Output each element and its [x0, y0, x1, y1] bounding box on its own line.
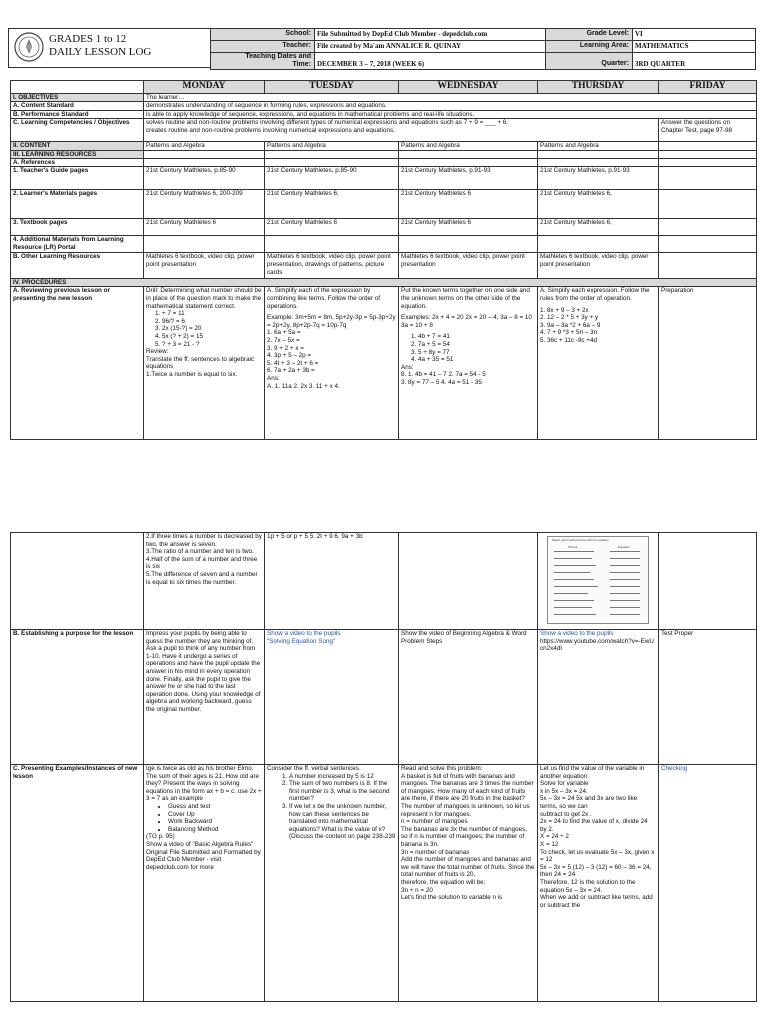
day-wednesday: WEDNESDAY	[399, 81, 538, 94]
tb-label: 3. Textbook pages	[11, 219, 144, 236]
content-fri	[659, 142, 757, 151]
grade-label: Grade Level:	[546, 29, 633, 41]
procedure-b-mon: Impress your pupils by being able to guess the number they are thinking of. Ask a pupil to think of any number from 1-10. Have it undergo a series of operations and have the pupil update the answer in his mind in every operation done. Finally, ask the pupil to give the answer he or she had to the last operation done. Using your knowledge of algebra and working backward, guess the original number.	[144, 630, 265, 765]
video-link[interactable]: https://www.youtube.com/watch?v=-EwUcn2x4dI	[540, 637, 654, 653]
area-label: Learning Area:	[546, 41, 633, 53]
day-tuesday: TUESDAY	[265, 81, 399, 94]
competency-friday: Answer the questions on Chapter Test, page 97-98	[659, 119, 757, 142]
procedure-b-thu: Show a video to the pupils https://www.youtube.com/watch?v=-EwUcn2x4dI	[538, 630, 659, 765]
dates-label: Teaching Dates and Time:	[211, 53, 315, 70]
dates-value: DECEMBER 3 – 7, 2018 (WEEK 6)	[315, 53, 546, 70]
other-fri	[659, 253, 757, 279]
tb-thu: 21st Century Mathletes 6,	[538, 219, 659, 236]
quarter-value: 3RD QUARTER	[633, 53, 756, 70]
teacher-label: Teacher:	[211, 41, 315, 53]
quarter-label: Quarter:	[546, 53, 633, 70]
procedure-a-wed: Put the known terms together on one side and the unknown terms on the other side of the equation. Examples: 2x + 4 = 20 2x = 20 – 4, 3a – 8 = 10 3a = 10 + 8 1. 4b + 7 = 41 2. 7a + 5 = 54 3. 5 + 8y = 77 4. 4a + 35 = 51 Ans: 8. 1. 4b = 41 – 7 2. 7a = 54 - 5 3. 8y = 77 – 5 4. 4a = 51 - 35	[399, 287, 538, 440]
grade-value: VI	[633, 29, 756, 41]
worksheet-thumbnail: Match each verbal phrase with its equation Phrase Equation	[538, 533, 659, 630]
teacher-value: File created by Ma'am ANNALICE R. QUINAY	[315, 41, 546, 53]
tg-thu: 21st Century Mathletes, p.91-93	[538, 167, 659, 190]
procedure-b-wed: Show the video of Beginning Algebra & Word Problem Steps	[399, 630, 538, 765]
lm-thu: 21st Century Mathletes 6,	[538, 190, 659, 219]
procedure-a-thu: A. Simplify each expression. Follow the rules from the order of operation. 1. 8x + 9 – 3 + 2x 2. 12 – 2 * 5 + 3y + y 3. 9a – 3a *2 + 6a – 9 4. 7 + 9 *3 + 5n – 3n 5. 36c + 11c -9c +4d	[538, 287, 659, 440]
procedure-b-tue: Show a video to the pupils "Solving Equation Song"	[265, 630, 399, 765]
title-line-2: DAILY LESSON LOG	[49, 46, 152, 58]
other-thu: Mathletes 6 textbook, video clip, power point presentation	[538, 253, 659, 279]
lm-label: 2. Learner's Materials pages	[11, 190, 144, 219]
content-tue: Patterns and Algebra	[265, 142, 399, 151]
procedure-c-wed: Read and solve this problem: A basket is full of fruits with bananas and mangoes. The bananas are 3 times the number of mangoes. How many of each kind of fruits are there, if there are 20 fruits in the basket? The number of mangoes is unknown, so let us represent n for mangoes. n = number of mangoes The bananas are 3x the number of mangoes, so if n is number of mangoes; the number of banana is 3n. 3n = number of bananas Add the number of mangoes and bananas and we will have the total number of fruits. Since the total number of fruits is 20, therefore, the equation will be: 3n + n = 20 Let's find the solution to variable n is	[399, 765, 538, 1002]
lm-tue: 21st Century Mathletes 6,	[265, 190, 399, 219]
area-value: MATHEMATICS	[633, 41, 756, 53]
references-label: A. References	[11, 158, 144, 167]
procedure-a-fri: Preparation	[659, 287, 757, 440]
school-value: File Submitted by DepEd Club Member - depedclub.com	[315, 29, 546, 41]
procedure-a-mon-cont: 2.If three times a number is decreased by two, the answer is seven. 3.The ratio of a number and ten is two. 4.Half of the sum of a number and three is six 5.The difference of seven and a number is equal to six times the number.	[144, 533, 265, 630]
header-info-table	[210, 28, 756, 70]
procedure-a-mon: Drill: Determining what number should be in place of the question mark to make the mathematical statement correct. 1. + 7 = 11 2. 96/? = 6 3. 2x (15-?) = 20 4. 5x (? + 2) = 15 5. ? + 3 = 21 - ? Review: Translate the ff. sentences to algebraic equations 1.Twice a number is equal to six.	[144, 287, 265, 440]
tb-fri	[659, 219, 757, 236]
objectives-heading: I. OBJECTIVES	[11, 94, 144, 102]
additional-label: 4. Additional Materials from Learning Resource (LR) Portal	[11, 236, 144, 253]
title-line-1: GRADES 1 to 12	[49, 33, 127, 45]
competency-label: C. Learning Competencies / Objectives	[11, 119, 144, 142]
day-friday: FRIDAY	[659, 81, 757, 94]
procedure-a-tue-cont: 1p + 5 or p + 5 5. 2t + 9 6. 9a + 3b	[265, 533, 399, 630]
content-standard-label: A. Content Standard	[11, 102, 144, 111]
lm-mon: 21st Century Mathletes 6, 200-209	[144, 190, 265, 219]
procedure-c-fri: Checking	[659, 765, 757, 1002]
deped-seal-icon	[14, 32, 44, 62]
competency-text: solves routine and non-routine problems involving different types of numerical expressions and equations such as 7 + 9 = ___ + 6. creates routine and non-routine problems involving numerical expressions and equations.	[144, 119, 659, 142]
other-mon: Mathletes 6 textbook, video clip, power point presentation	[144, 253, 265, 279]
tg-mon: 21st Century Mathletes, p.85-90	[144, 167, 265, 190]
procedure-c-thu: Let us find the value of the variable in another equation. Solve for variable x in 5x – 3x = 24. 5x – 3x = 24 5x and 3x are two like terms, so we can subtract to get 2x . 2x = 24 to find the value of x, divide 24 by 2. X = 24 ÷ 2 X = 12 To check, let us evaluate 5x – 3x, given x = 12 5x – 3x = 5 (12) – 3 (12) = 60 – 36 = 24, then 24 = 24 Therefore, 12 is the solution to the equation 5x – 3x = 24. When we add or subtract like terms, add or subtract the	[538, 765, 659, 1002]
procedure-b-fri: Test Proper	[659, 630, 757, 765]
lm-fri	[659, 190, 757, 219]
content-thu: Patterns and Algebra	[538, 142, 659, 151]
content-standard-text: demonstrates understanding of sequence in forming rules, expressions and equations.	[144, 102, 757, 111]
procedure-a-label: A. Reviewing previous lesson or presenting the new lesson	[11, 287, 144, 440]
other-resources-label: B. Other Learning Resources	[11, 253, 144, 279]
performance-standard-label: B. Performance Standard	[11, 110, 144, 119]
objectives-intro: The learner…	[144, 94, 757, 102]
tg-fri	[659, 167, 757, 190]
header-title-box	[8, 28, 212, 68]
tb-tue: 21st Century Mathletes 6	[265, 219, 399, 236]
lesson-log-table	[10, 80, 757, 440]
tg-wed: 21st Century Mathletes, p.91-93	[399, 167, 538, 190]
lesson-log-table-page-2	[10, 532, 757, 1002]
tg-tue: 21st Century Mathletes, p.85-90	[265, 167, 399, 190]
resources-heading: III. LEARNING RESOURCES	[11, 150, 144, 158]
tb-wed: 21st Century Mathletes 6	[399, 219, 538, 236]
procedure-b-label: B. Establishing a purpose for the lesson	[11, 630, 144, 765]
lm-wed: 21st Century Mathletes 6	[399, 190, 538, 219]
school-label: School:	[211, 29, 315, 41]
performance-standard-text: is able to apply knowledge of sequence, expressions, and equations in mathematical problems and real-life situations.	[144, 110, 757, 119]
other-wed: Mathletes 6 textbook, video clip, power point presentation	[399, 253, 538, 279]
procedure-a-tue: A. Simplify each of the expression by combining like terms. Follow the order of operations. Example: 3m+5m = 8m, 5p+2y-3p = 5p-3p+2y = 2p+2y, 8p+2p-7q = 10p-7q 1. 6a + 5a = 2. 7x – 5x = 3. 9 + 2 + x = 4. 3p + 5 – 2p = 5. 4t + 3 – 2t + 6 = 6. 7a + 2a + 3b = Ans: A. 1. 11a 2. 2x 3. 11 + x 4.	[265, 287, 399, 440]
day-monday: MONDAY	[144, 81, 265, 94]
other-tue: Mathletes 6 textbook, video clip, power point presentation, drawings of patterns, picture cards	[265, 253, 399, 279]
content-mon: Patterns and Algebra	[144, 142, 265, 151]
day-thursday: THURSDAY	[538, 81, 659, 94]
tg-label: 1. Teacher's Guide pages	[11, 167, 144, 190]
content-wed: Patterns and Algebra	[399, 142, 538, 151]
tb-mon: 21st Century Mathletes 6	[144, 219, 265, 236]
procedures-heading: IV. PROCEDURES	[11, 279, 757, 287]
procedure-c-label: C. Presenting Examples/Instances of new lesson	[11, 765, 144, 1002]
content-heading: II. CONTENT	[11, 142, 144, 151]
procedure-c-tue: Consider the ff. verbal sentences. 1. A number increased by 5 is 12 2. The sum of two numbers is 8. If the first number is 3, what is the second number? 3. If we let x be the unknown number, how can these sentences be translated into mathematical equations? What is the value of x? (Discuss the content on page 238-239	[265, 765, 399, 1002]
procedure-c-mon: Ige is twice as old as his brother Elmo. The sum of their ages is 21. How old are they? Present the ways in solving equations in the form ax + b = c. use 2x + 3 = 7 as an example • Guess and test • Cover Up • Work Backward • Balancing Method (TG p. 95) Show a video of "Basic Algebra Rules" Original File Submitted and Formatted by DepEd Club Member - visit depedclub.com for more	[144, 765, 265, 1002]
